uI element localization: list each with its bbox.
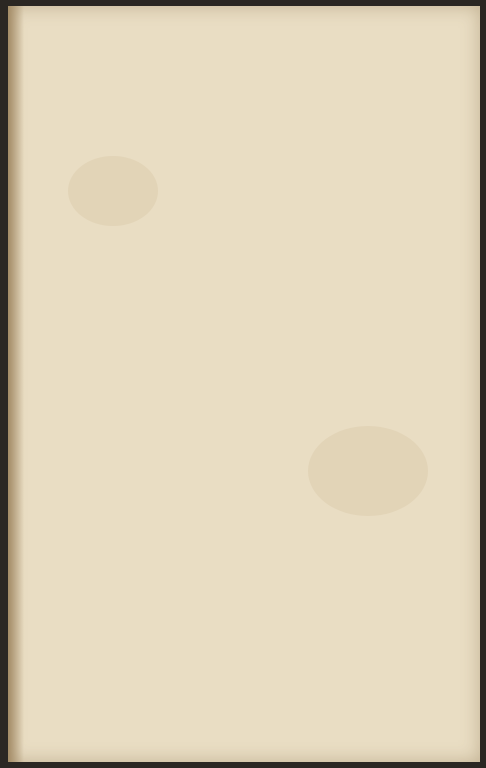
book-page	[8, 6, 480, 762]
text-block	[52, 47, 390, 114]
section-subheading	[52, 74, 390, 92]
paper-stain	[308, 426, 428, 516]
running-header	[96, 24, 436, 44]
page-gutter-shadow	[8, 6, 24, 762]
paper-stain	[68, 156, 158, 226]
page-footer	[8, 681, 480, 701]
section-heading	[32, 50, 390, 74]
enarratio-heading	[52, 92, 390, 114]
